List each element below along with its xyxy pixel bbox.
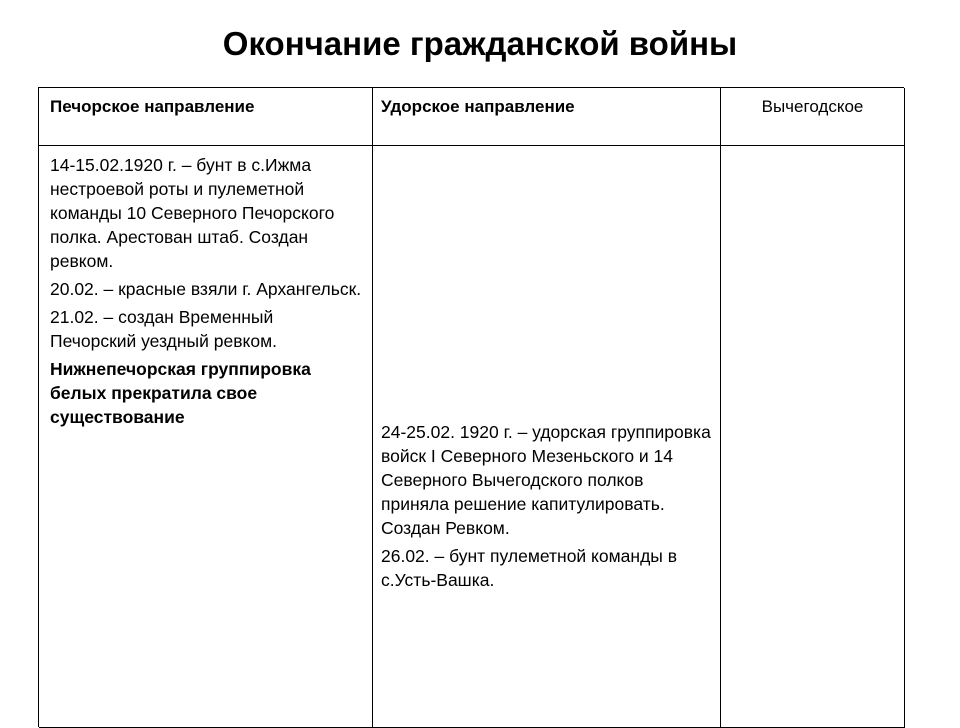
udora-event-1: 24-25.02. 1920 г. – удорская группировка войск I Северного Мезеньского и 14 Северного Вычегодского полков приняла решение капитулировать. Создан Ревком.	[381, 422, 711, 538]
header-vychegda: Вычегодское	[721, 88, 905, 146]
pechora-event-3: 21.02. – создан Временный Печорский уездный ревком.	[50, 307, 278, 351]
vychegda-cell	[721, 146, 905, 728]
udora-cell	[373, 146, 721, 728]
header-pechora: Печорское направление	[39, 88, 373, 146]
slide-title: Окончание гражданской войны	[222, 25, 738, 62]
events-table	[38, 87, 904, 727]
pechora-event-1: 14-15.02.1920 г. – бунт в с.Ижма нестроевой роты и пулеметной команды 10 Северного Печорского полка. Арестован штаб. Создан ревком.	[50, 155, 335, 271]
header-udora: Удорское направление	[373, 88, 721, 146]
pechora-conclusion: Нижнепечорская группировка белых прекратила свое существование	[50, 359, 311, 427]
udora-event-2: 26.02. – бунт пулеметной команды в с.Усть-Вашка.	[381, 546, 678, 590]
pechora-event-2: 20.02. – красные взяли г. Архангельск.	[50, 279, 362, 299]
pechora-cell	[39, 146, 373, 728]
